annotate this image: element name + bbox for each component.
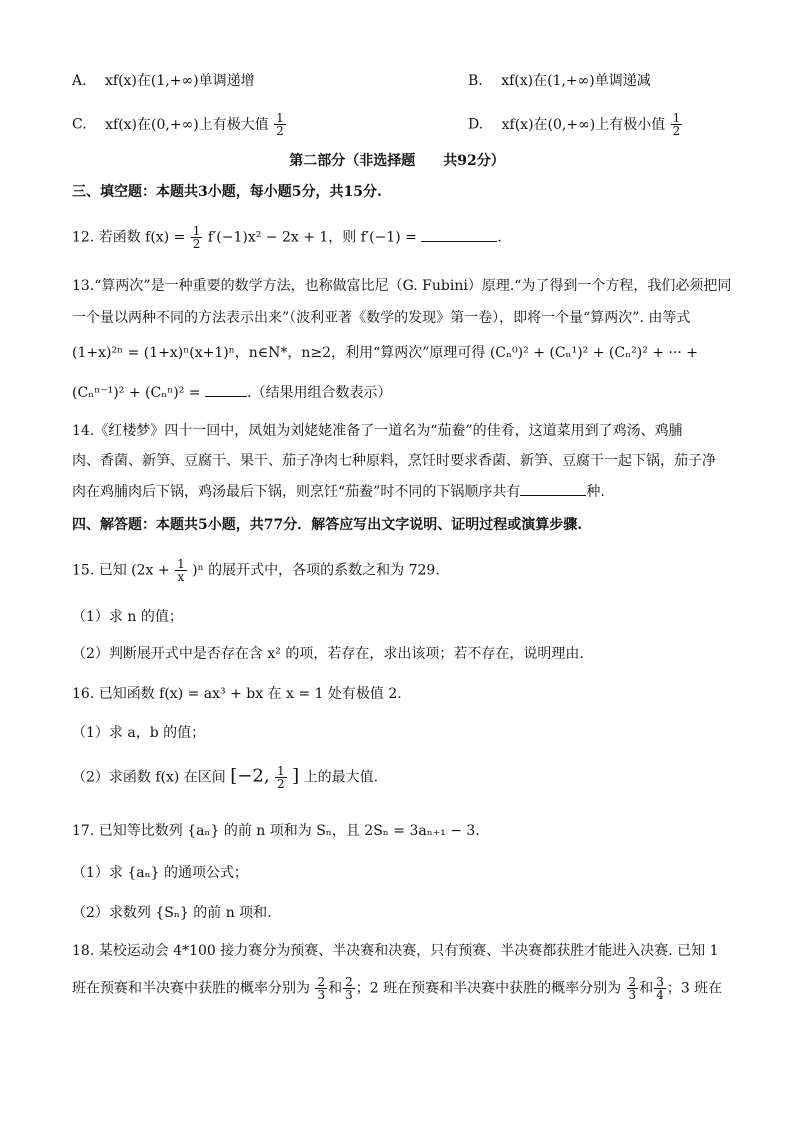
q16-p2-text: （2）求函数 f(x) 在区间 [72,769,226,786]
q13-note: .（结果用组合数表示） [247,385,392,401]
q16-p2-end: 上的最大值. [303,769,379,786]
choice-d [468,112,683,137]
q14-line-1: 14.《红楼梦》四十一回中，凤姐为刘姥姥准备了一道名为“茄鲞”的佳肴，这道菜用到了鸡汤、鸡脯 [72,423,683,439]
choice-row-ab [72,70,722,92]
q18-fraction-1: $\frac{2}{3}$ [317,975,326,1002]
q18-line-2 [72,976,722,1001]
q18-text-b: ；2 班在预赛和半决赛中获胜的概率分别为 [355,980,622,997]
section4-title: 四、解答题：本题共5小题，共77分．解答应写出文字说明、证明过程或演算步骤. [72,517,583,533]
q14-text: 肉在鸡脯肉后下锅，鸡汤最后下锅，则烹饪“茄鲞”时不同的下锅顺序共有 [72,484,521,500]
q14-end: 种. [586,484,605,500]
choice-a-label: A. [72,73,87,89]
q18-and-1: 和 [328,980,343,997]
choice-d-fraction: $\frac{1}{2}$ [672,111,681,138]
q16-part-2 [72,765,722,790]
q15-expr-b: )ⁿ [192,562,204,579]
q15-expr-a: (2x + [131,562,175,579]
choice-b-text: xf(x)在(1,+∞)单调递减 [501,73,651,89]
choice-d-label: D. [468,116,484,133]
q17-part-2: （2）求数列 {Sₙ} 的前 n 项和. [72,905,272,921]
q12-prefix: 12. 若函数 f(x) = [72,229,190,246]
q13-line-4 [72,382,722,404]
q12-fraction: $\frac{1}{2}$ [192,224,201,251]
q16-interval-left: [−2, [230,765,270,787]
q13-line-2: 一个量以两种不同的方法表示出来”（波利亚著《数学的发现》第一卷），即将一个量“算两次”. 由等式 [72,310,691,326]
q14-line-3 [72,481,722,503]
q12-rest: f′(−1)x² − 2x + 1，则 f′(−1) = [207,229,417,246]
q17-stem: 17. 已知等比数列 {aₙ} 的前 n 项和为 Sₙ，且 2Sₙ = 3aₙ₊₁ − 3. [72,823,480,839]
choice-b-label: B. [468,73,483,89]
q12-answer-blank[interactable] [421,227,497,242]
q13-line-1: 13.“算两次”是一种重要的数学方法，也称做富比尼（G. Fubini）原理.“为了得到一个方程，我们必须把同 [72,278,732,294]
question-12 [72,225,722,250]
choice-c-label: C. [72,116,87,133]
q16-stem: 16. 已知函数 f(x) = ax³ + bx 在 x = 1 处有极值 2. [72,686,402,702]
choice-c-fraction: $\frac{1}{2}$ [276,111,284,138]
q16-fraction: $\frac{1}{2}$ [277,764,285,791]
q15-fraction: $\frac{1}{x}$ [177,557,185,584]
q18-fraction-3: $\frac{2}{3}$ [628,975,637,1002]
q18-fraction-2: $\frac{2}{3}$ [345,975,353,1002]
choice-d-text: xf(x)在(0,+∞)上有极小值 [501,116,666,133]
q15-part-1: （1）求 n 的值； [72,609,183,625]
q16-interval-right: ] [292,765,300,787]
q13-expression: (Cₙⁿ⁻¹)² + (Cₙⁿ)² = [72,385,201,401]
q18-and-2: 和 [639,980,654,997]
part2-title: 第二部分（非选择题 共92分） [289,153,505,169]
choice-c-text: xf(x)在(0,+∞)上有极大值 [105,116,269,133]
q12-end: . [497,229,502,246]
choice-b [468,70,651,92]
choice-row-cd [72,112,722,137]
q16-part-1: （1）求 a，b 的值； [72,725,206,741]
q14-answer-blank[interactable] [520,481,586,496]
q13-answer-blank[interactable] [205,382,247,397]
q18-fraction-4: $\frac{3}{4}$ [656,975,664,1002]
question-15 [72,558,722,583]
q17-part-1: （1）求 {aₙ} 的通项公式； [72,865,249,881]
q18-line-1: 18. 某校运动会 4*100 接力赛分为预赛、半决赛和决赛，只有预赛、半决赛都获胜才能进入决赛. 已知 1 [72,943,719,959]
q15-part-2: （2）判断展开式中是否存在含 x² 的项，若存在，求出该项；若不存在，说明理由. [72,646,584,662]
choice-a-text: xf(x)在(1,+∞)单调递增 [105,73,255,89]
q18-text-c: ；3 班在 [666,980,723,997]
q14-line-2: 肉、香菌、新笋、豆腐干、果干、茄子净肉七种原料，烹饪时要求香菌、新笋、豆腐干一起下锅，茄子净 [72,453,716,469]
q15-prefix: 15. 已知 [72,562,127,579]
q15-suffix: 的展开式中，各项的系数之和为 729. [208,562,440,579]
section3-title: 三、填空题：本题共3小题，每小题5分，共15分. [72,184,382,200]
q18-text-a: 班在预赛和半决赛中获胜的概率分别为 [72,980,310,997]
q13-line-3: (1+x)²ⁿ = (1+x)ⁿ(x+1)ⁿ，n∈N*，n≥2，利用“算两次”原理可得 (Cₙ⁰)² + (Cₙ¹)² + (Cₙ²)² + ··· + [72,345,699,361]
